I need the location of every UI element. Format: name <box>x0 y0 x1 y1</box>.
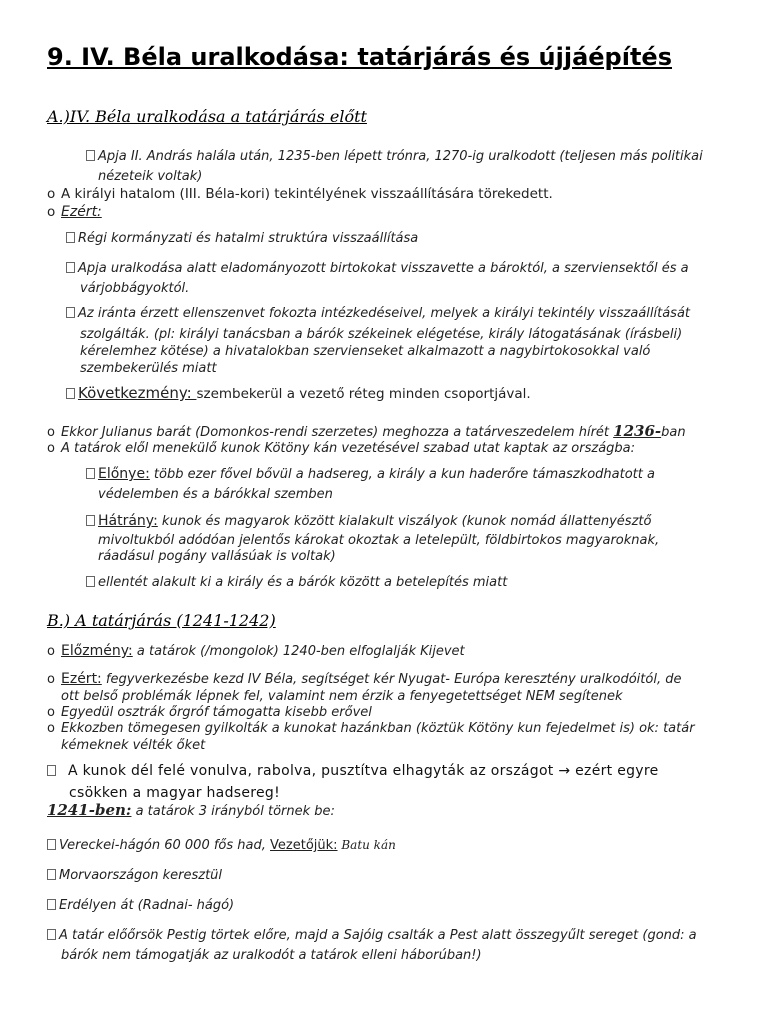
checkbox-icon <box>86 150 95 161</box>
hatrany-line-1: Hátrány: kunok és magyarok között kialakult viszályok (kunok nomád állattenyésztő <box>86 512 651 531</box>
item-ellenszenv-2: szolgálták. (pl: királyi tanácsban a bárók székeinek elégetése, király látogatásának (írásbeli) <box>80 327 683 342</box>
pest-line-1: A tatár előőrsök Pestig törtek előre, majd a Sajóig csalták a Pest alatt összegyűlt sereget (gond: a <box>47 927 697 945</box>
checkbox-icon <box>66 232 75 243</box>
checkbox-icon <box>86 576 95 587</box>
circle-bullet-icon: o <box>47 425 55 440</box>
bullet-elozmeny: o Előzmény: a tatárok (/mongolok) 1240-ben elfoglalják Kijevet <box>47 643 465 659</box>
bullet-ezert: o Ezért: <box>47 204 102 220</box>
vereckei-line: Vereckei-hágón 60 000 fős had, Vezetőjük: Batu kán <box>47 836 396 855</box>
circle-bullet-icon: o <box>47 186 56 202</box>
hatrany-line-3: ráadásul pogány vallásúak is voltak) <box>98 549 336 564</box>
item-ellenszenv-1: Az iránta érzett ellenszenvet fokozta intézkedéseivel, melyek a királyi tekintély visszaállítását <box>66 305 690 323</box>
circle-bullet-icon: o <box>47 441 55 456</box>
kunok-del-line-1: A kunok dél felé vonulva, rabolva, pusztítva elhagyták az országot → ezért egyre <box>47 761 659 781</box>
ezert-b-line-2: ott belső problémák lépnek fel, valamint nem érzik a fenyegetettséget NEM segítenek <box>61 689 623 704</box>
erdely-line: Erdélyen át (Radnai- hágó) <box>47 897 234 915</box>
checkbox-icon <box>47 765 56 776</box>
checkbox-icon <box>47 929 56 940</box>
page-title: 9. IV. Béla uralkodása: tatárjárás és újjáépítés <box>47 43 672 71</box>
bullet-julianus: o Ekkor Julianus barát (Domonkos-rendi szerzetes) meghozza a tatárveszedelem hírét 1236-ban <box>47 422 686 440</box>
circle-bullet-icon: o <box>47 705 55 720</box>
checkbox-icon <box>86 515 95 526</box>
kunok-del-line-2: csökken a magyar hadsereg! <box>69 785 281 801</box>
checkbox-icon <box>66 388 75 399</box>
circle-bullet-icon: o <box>47 644 55 659</box>
checkbox-icon <box>47 839 56 850</box>
checkbox-icon <box>47 899 56 910</box>
elonye-line-1: Előnye: több ezer fővel bővül a hadsereg, a király a kun haderőre támaszkodhatott a <box>86 465 655 484</box>
bullet-kunok: o A tatárok elől menekülő kunok Kötöny kán vezetésével szabad utat kaptak az országba: <box>47 441 636 456</box>
morva-line: Morvaországon keresztül <box>47 867 222 885</box>
checkbox-icon <box>86 468 95 479</box>
checkbox-icon <box>66 262 75 273</box>
item-ellenszenv-4: szembekerülés miatt <box>80 361 217 376</box>
section-b-heading: B.) A tatárjárás (1241-1242) <box>47 611 276 630</box>
elonye-line-2: védelemben és a bárókkal szemben <box>98 487 333 502</box>
item-kovetkezmeny: Következmény: szembekerül a vezető réteg minden csoportjával. <box>66 384 531 403</box>
gyilkoltak-line-2: kémeknek vélték őket <box>61 738 206 753</box>
item-apja-uralkodasa-2: várjobbágyoktól. <box>80 281 190 296</box>
year-1241-line: 1241-ben: a tatárok 3 irányból törnek be: <box>47 801 335 819</box>
checkbox-icon <box>47 869 56 880</box>
bullet-kiralyi-hatalom: o A királyi hatalom (III. Béla-kori) tekintélyének visszaállítására törekedett. <box>47 186 553 202</box>
checkbox-icon <box>66 307 75 318</box>
item-regi-kormanyzati: Régi kormányzati és hatalmi struktúra visszaállítása <box>66 230 418 248</box>
circle-bullet-icon: o <box>47 672 55 687</box>
circle-bullet-icon: o <box>47 204 56 220</box>
pest-line-2: bárók nem támogatják az uralkodót a tatárok elleni háborúban!) <box>61 948 482 963</box>
bullet-gyilkoltak: o Ekkozben tömegesen gyilkolták a kunokat hazánkban (köztük Kötöny kun fejedelmet is) ok: tatár <box>47 721 695 736</box>
item-apja-uralkodasa-1: Apja uralkodása alatt eladományozott birtokokat visszavette a bároktól, a szerviensektől és a <box>66 260 689 278</box>
apja-line-2: nézeteik voltak) <box>98 169 203 184</box>
circle-bullet-icon: o <box>47 721 55 736</box>
hatrany-line-2: mivoltukból adódóan jelentős károkat okoztak a letelepült, földbirtokos magyaroknak, <box>98 533 660 548</box>
bullet-osztrak: o Egyedül osztrák őrgróf támogatta kisebb erővel <box>47 705 372 720</box>
ellentet-line: ellentét alakult ki a király és a bárók között a betelepítés miatt <box>86 574 507 592</box>
apja-line-1: Apja II. András halála után, 1235-ben lépett trónra, 1270-ig uralkodott (teljesen más politikai <box>86 148 703 166</box>
bullet-ezert-b: o Ezért: fegyverkezésbe kezd IV Béla, segítséget kér Nyugat- Európa keresztény uralkodóitól, de <box>47 671 682 687</box>
section-a-heading: A.)IV. Béla uralkodása a tatárjárás előtt <box>47 107 367 126</box>
item-ellenszenv-3: kérelemhez kötése) a hivatalokban szervienseket alkalmazott a nagybirtokosokkal való <box>80 344 651 359</box>
